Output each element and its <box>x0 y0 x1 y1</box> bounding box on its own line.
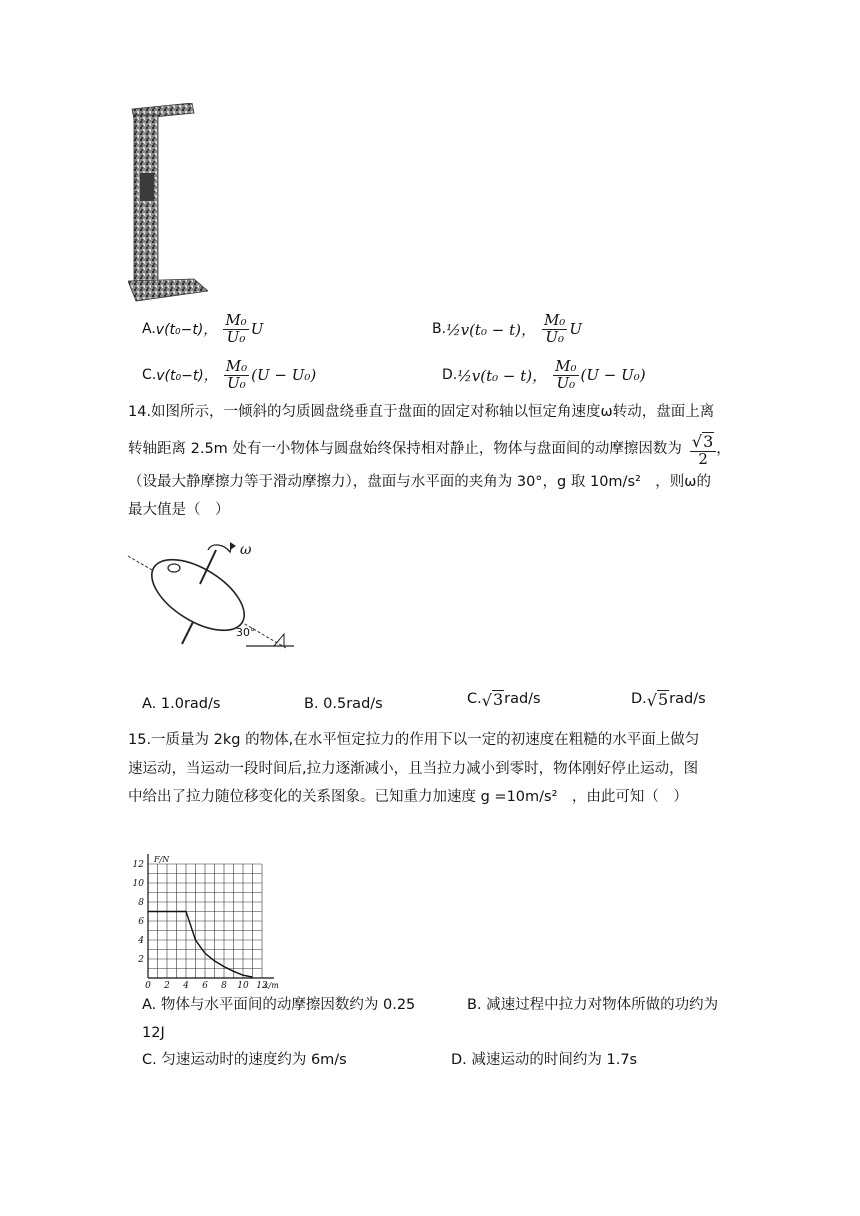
q13-option-b-prefix: B. <box>432 321 447 337</box>
q13-option-c <box>142 354 316 396</box>
q13-option-d-prefix: D. <box>442 367 458 383</box>
x-tick-label: 4 <box>183 981 189 990</box>
q13-option-b-tail: U <box>569 320 582 338</box>
x-axis-label: x/m <box>264 981 279 990</box>
q14-option-d-unit: rad/s <box>669 691 706 708</box>
fraction-denominator: U₀ <box>545 327 564 346</box>
q14-option-d-prefix: D. <box>631 691 647 708</box>
sqrt-symbol: √ 5 <box>646 690 669 710</box>
tilted-disk-diagram <box>126 540 296 652</box>
x-tick-label: 6 <box>202 981 208 990</box>
measuring-device-image <box>128 103 208 303</box>
x-tick-label: 8 <box>221 981 227 990</box>
q14-stem-line-4: 最大值是（ ） <box>128 502 230 518</box>
y-tick-label: 12 <box>132 860 144 870</box>
q14-stem-line-1: 14.如图所示，一倾斜的匀质圆盘绕垂直于盘面的固定对称轴以恒定角速度ω转动，盘面上离 <box>128 404 715 420</box>
omega-label: ω <box>240 542 252 558</box>
q13-option-c-expr: v(t₀−t)， <box>156 368 218 384</box>
y-tick-label: 8 <box>138 898 144 908</box>
q13-option-c-fraction <box>224 356 249 392</box>
q15-option-d: D. 减速运动的时间约为 1.7s <box>451 1052 638 1068</box>
fraction-numerator: M₀ <box>543 310 566 329</box>
q15-stem-line-2: 速运动，当运动一段时间后,拉力逐渐减小，且当拉力减小到零时，物体刚好停止运动，图 <box>128 761 699 777</box>
q13-option-c-prefix: C. <box>142 367 157 383</box>
x-tick-label: 0 <box>145 981 151 990</box>
fraction-numerator: M₀ <box>225 310 247 329</box>
force-curve <box>148 912 253 978</box>
q13-option-a <box>142 308 263 350</box>
y-tick-label: 2 <box>138 955 144 965</box>
q15-option-b: B. 减速过程中拉力对物体所做的功约为 <box>467 997 719 1013</box>
q14-option-c <box>467 690 541 709</box>
q14-option-c-unit: rad/s <box>504 691 541 708</box>
fraction-numerator: M₀ <box>225 356 248 375</box>
q13-option-a-tail: U <box>250 320 264 338</box>
x-tick-label: 10 <box>237 981 249 990</box>
q13-option-b-fraction <box>542 310 567 346</box>
q15-option-b-continued: 12J <box>142 1025 165 1041</box>
sqrt-numerator: √ 3 <box>690 432 716 452</box>
q14-option-d <box>631 690 706 709</box>
q13-option-d-fraction <box>553 356 578 392</box>
q13-option-c-tail: (U − U₀) <box>251 366 317 384</box>
fraction-denominator: 2 <box>698 449 708 468</box>
q15-stem-line-3: 中给出了拉力随位移变化的关系图象。已知重力加速度 g =10m/s² ，由此可知（ ） <box>128 789 688 805</box>
y-tick-label: 10 <box>132 879 144 889</box>
force-displacement-chart <box>126 840 296 990</box>
q13-option-a-expr: v(t₀−t)， <box>155 322 218 338</box>
fraction-denominator: U₀ <box>226 327 246 346</box>
fraction-denominator: U₀ <box>556 373 576 392</box>
q15-option-c: C. 匀速运动时的速度约为 6m/s <box>142 1052 347 1068</box>
q15-stem-line-1: 15.一质量为 2kg 的物体,在水平恒定拉力的作用下以一定的初速度在粗糙的水平面上做匀 <box>128 732 700 748</box>
x-tick-label: 12 <box>256 981 268 990</box>
q14-stem-line-2-comma: ， <box>716 441 731 458</box>
chart-svg <box>126 840 296 990</box>
q14-friction-coefficient <box>690 432 716 467</box>
q14-stem-line-2-text: 转轴距离 2.5m 处有一小物体与圆盘始终保持相对静止，物体与盘面间的动摩擦因数为 <box>128 441 682 458</box>
q13-option-a-fraction <box>223 310 248 346</box>
fraction-denominator: U₀ <box>227 373 246 392</box>
y-tick-label: 4 <box>138 936 144 946</box>
q13-option-d-tail: (U − U₀) <box>580 366 646 384</box>
angle-label: 30° <box>236 626 256 639</box>
q13-option-b-expr: ½v(t₀ − t)， <box>446 320 536 339</box>
q13-option-d <box>442 354 646 396</box>
q14-option-a: A. 1.0rad/s <box>142 696 221 712</box>
y-axis-label: F/N <box>154 855 170 864</box>
y-tick-label: 6 <box>138 917 144 927</box>
sqrt-symbol: √ 3 <box>481 690 504 710</box>
q14-stem-line-3: （设最大静摩擦力等于滑动摩擦力），盘面与水平面的夹角为 30°，g 取 10m/s² ，则ω的 <box>128 474 711 490</box>
fraction-numerator: M₀ <box>555 356 577 375</box>
x-tick-label: 2 <box>164 981 170 990</box>
q14-stem-line-2 <box>128 432 731 467</box>
q14-option-b: B. 0.5rad/s <box>304 696 383 712</box>
q13-option-d-expr: ½v(t₀ − t)， <box>457 366 548 385</box>
q15-option-a: A. 物体与水平面间的动摩擦因数约为 0.25 <box>142 997 416 1013</box>
q13-option-a-prefix: A. <box>142 321 156 337</box>
q13-option-b <box>432 308 582 350</box>
q14-option-c-prefix: C. <box>467 691 482 708</box>
